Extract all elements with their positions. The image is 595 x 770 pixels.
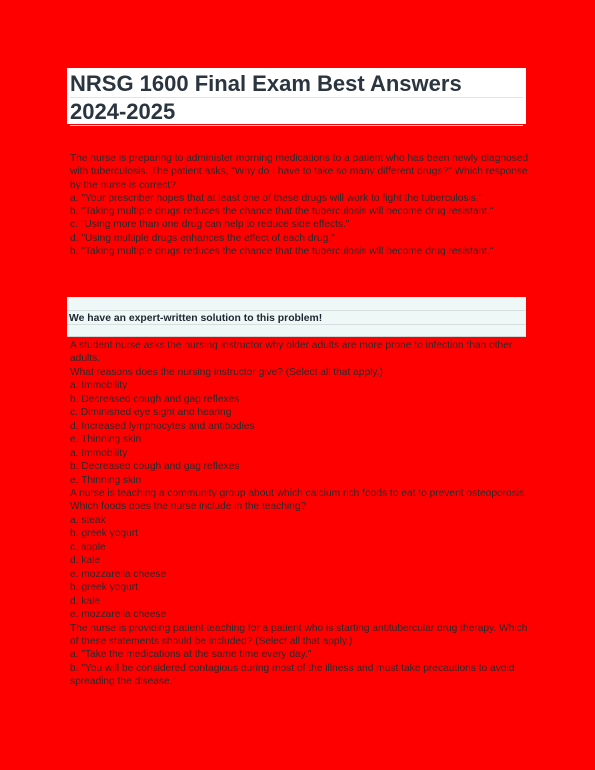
- answer-option: c. apple: [70, 541, 106, 553]
- answer-option: d. kale: [70, 555, 101, 567]
- question-text: The nurse is providing patient teaching for a patient who is starting antitubercular drug therapy. Which of these statements should be included? (Select all that apply.): [70, 622, 528, 647]
- question-text: The nurse is preparing to administer morning medications to a patient who has been newly diagnosed with tuberculosis. The patient asks, "Why do I have to take so many different drugs?" Which response by the nurse is correct?: [70, 153, 529, 191]
- answer-option: b. "You will be considered contagious during most of the illness and must take precautions to avoid spreading the disease.": [70, 662, 515, 688]
- correct-answer: a. Immobility: [70, 447, 128, 459]
- answer-option: c. Diminished eye sight and hearing: [70, 407, 232, 419]
- answer-option: d. Increased lymphocytes and antibodies: [70, 420, 255, 432]
- question-block-1: [70, 152, 530, 258]
- question-block-2: [70, 339, 530, 689]
- answer-option: a. "Take the medications at the same time every day.": [70, 649, 312, 661]
- correct-answer: e. Thinning skin: [70, 474, 142, 486]
- answer-option: e. Thinning skin: [70, 434, 142, 446]
- answer-option: a. "Your prescriber hopes that at least one of these drugs will work to fight the tuberculosis.": [70, 192, 483, 204]
- question-text: A student nurse asks the nursing instructor why older adults are more prone to infection than other adults.: [70, 340, 513, 365]
- correct-answer: e. mozzarella cheese: [70, 609, 167, 621]
- answer-option: b. Decreased cough and gag reflexes: [70, 393, 240, 405]
- correct-answer: b. "Taking multiple drugs reduces the chance that the tuberculosis will become drug resistant.": [70, 246, 494, 258]
- answer-option: c. "Using more than one drug can help to reduce side effects.": [70, 219, 350, 231]
- solution-banner-text: We have an expert-written solution to this problem!: [69, 313, 323, 324]
- title-line-2: 2024-2025: [70, 98, 523, 126]
- document-title: [67, 68, 526, 124]
- answer-option: a. Immobility: [70, 380, 128, 392]
- question-text: A nurse is teaching a community group about which calcium rich foods to eat to prevent osteoporosis. Which foods does the nurse include in the teaching?: [70, 487, 527, 513]
- correct-answer: b. greek yogurt: [70, 582, 138, 594]
- question-prompt: What reasons does the nursing instructor give? (Select all that apply.): [70, 366, 383, 378]
- answer-option: d. "Using multiple drugs enhances the effect of each drug.": [70, 232, 335, 244]
- solution-banner: [67, 297, 526, 337]
- correct-answer: d. kale: [70, 595, 101, 607]
- title-line-1: NRSG 1600 Final Exam Best Answers: [70, 70, 523, 98]
- answer-option: e. mozzarella cheese: [70, 568, 167, 580]
- answer-option: b. "Taking multiple drugs reduces the chance that the tuberculosis will become drug resistant.": [70, 206, 494, 218]
- answer-option: a. steak: [70, 514, 106, 526]
- answer-option: b. greek yogurt: [70, 528, 138, 540]
- correct-answer: b. Decreased cough and gag reflexes: [70, 461, 240, 473]
